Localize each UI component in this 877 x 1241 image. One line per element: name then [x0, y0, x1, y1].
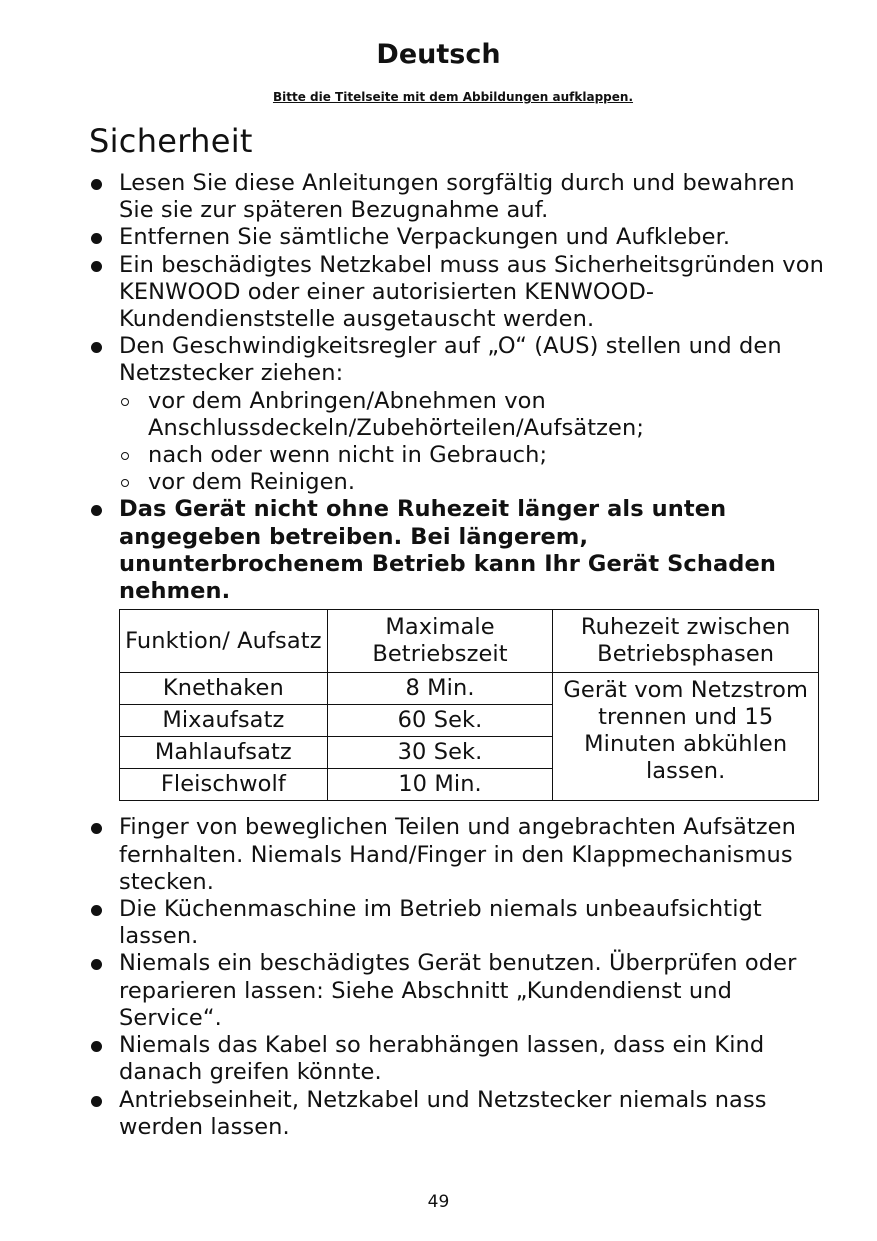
list-item-text: Lesen Sie diese Anleitungen sorgfältig durch und bewahren Sie sie zur späteren Bezugnahme auf. — [119, 170, 795, 224]
page-number: 49 — [427, 1192, 450, 1212]
bullet-icon — [91, 959, 102, 970]
list-item-text: Entfernen Sie sämtliche Verpackungen und Aufkleber. — [119, 224, 731, 251]
max-time-cell: 60 Sek. — [327, 704, 553, 736]
list-item — [90, 170, 830, 224]
bullet-icon — [91, 179, 102, 190]
circle-bullet-icon — [121, 452, 129, 460]
bullet-icon — [91, 505, 102, 516]
max-time-cell: 30 Sek. — [327, 737, 553, 769]
circle-bullet-icon — [121, 479, 129, 487]
section-title: Sicherheit — [89, 122, 253, 160]
list-item-text: Finger von beweglichen Teilen und angebrachten Aufsätzen fernhalten. Niemals Hand/Finger in den Klappmechanismus stecken. — [119, 814, 796, 895]
circle-bullet-icon — [121, 398, 129, 406]
list-item — [90, 1032, 830, 1086]
list-item-text: Die Küchenmaschine im Betrieb niemals unbeaufsichtigt lassen. — [119, 896, 762, 950]
sub-list-item — [119, 388, 830, 442]
list-item-text: Antriebseinheit, Netzkabel und Netzstecker niemals nass werden lassen. — [119, 1086, 767, 1140]
list-item-text: Ein beschädigtes Netzkabel muss aus Sicherheitsgründen von KENWOOD oder einer autorisierten KENWOOD-Kundendienststelle ausgetauscht werden. — [119, 251, 824, 333]
max-time-cell: 8 Min. — [327, 672, 553, 704]
list-item — [90, 252, 830, 334]
list-item — [90, 224, 830, 251]
unplug-conditions-list — [119, 388, 830, 497]
column-header-function: Funktion/ Aufsatz — [120, 610, 328, 672]
list-item — [90, 1087, 830, 1141]
bullet-icon — [91, 1041, 102, 1052]
max-time-cell: 10 Min. — [327, 769, 553, 801]
fold-out-instruction: Bitte die Titelseite mit dem Abbildungen aufklappen. — [272, 90, 634, 104]
bullet-icon — [91, 261, 102, 272]
operating-time-table — [119, 609, 819, 801]
sub-list-item-text: nach oder wenn nicht in Gebrauch; — [148, 442, 548, 469]
sub-list-item — [119, 442, 830, 469]
sub-list-item-text: vor dem Anbringen/Abnehmen von Anschlussdeckeln/Zubehörteilen/Aufsätzen; — [148, 387, 645, 441]
safety-list-bottom — [90, 814, 830, 1140]
operating-time-warning: Das Gerät nicht ohne Ruhezeit länger als unten angegeben betreiben. Bei längerem, ununterbrochenem Betrieb kann Ihr Gerät Schaden nehmen. — [119, 496, 776, 605]
function-cell: Mahlaufsatz — [120, 737, 328, 769]
list-item — [90, 333, 830, 496]
bullet-icon — [91, 823, 102, 834]
list-item-text: Den Geschwindigkeitsregler auf „O“ (AUS) stellen und den Netzstecker ziehen: — [119, 333, 782, 387]
column-header-rest-time: Ruhezeit zwischen Betriebsphasen — [553, 610, 819, 672]
bullet-icon — [91, 342, 102, 353]
rest-time-cell: Gerät vom Netzstrom trennen und 15 Minuten abkühlen lassen. — [553, 672, 819, 801]
bullet-icon — [91, 1096, 102, 1107]
list-item — [90, 896, 830, 950]
table-header-row — [120, 610, 819, 672]
list-item-warning — [90, 496, 830, 801]
safety-content — [90, 170, 830, 1141]
table-row — [120, 672, 819, 704]
sub-list-item — [119, 469, 830, 496]
safety-list-top — [90, 170, 830, 801]
list-item-text: Niemals das Kabel so herabhängen lassen, dass ein Kind danach greifen könnte. — [119, 1032, 765, 1086]
function-cell: Knethaken — [120, 672, 328, 704]
bullet-icon — [91, 233, 102, 244]
list-item-text: Niemals ein beschädigtes Gerät benutzen. Überprüfen oder reparieren lassen: Siehe Abschnitt „Kundendienst und Service“. — [119, 950, 797, 1031]
list-item — [90, 950, 830, 1032]
column-header-max-time: Maximale Betriebszeit — [327, 610, 553, 672]
bullet-icon — [91, 905, 102, 916]
function-cell: Mixaufsatz — [120, 704, 328, 736]
function-cell: Fleischwolf — [120, 769, 328, 801]
language-title: Deutsch — [376, 39, 501, 70]
list-item — [90, 814, 830, 896]
sub-list-item-text: vor dem Reinigen. — [148, 469, 356, 496]
